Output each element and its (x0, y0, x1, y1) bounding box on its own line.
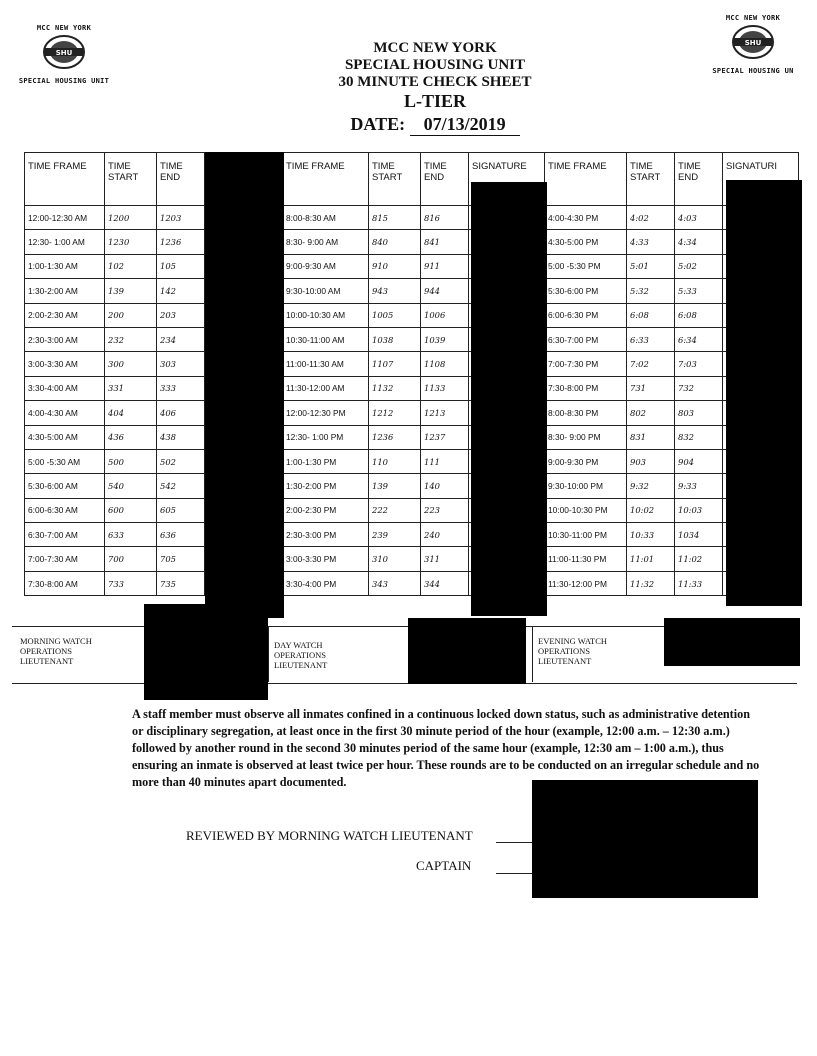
cell-time-end: 333 (157, 376, 205, 400)
table-header-row (25, 153, 799, 206)
table-row (25, 425, 799, 449)
cell-time-start: 9:32 (627, 474, 675, 498)
table-row (25, 327, 799, 351)
cell-time-end: 803 (675, 401, 723, 425)
cell-time-start: 815 (369, 206, 421, 230)
cell-time-frame: 8:30- 9:00 PM (545, 425, 627, 449)
cell-time-end: 438 (157, 425, 205, 449)
cell-time-end: 406 (157, 401, 205, 425)
logo-left-top-text: MCC NEW YORK (36, 24, 92, 32)
cell-time-start: 1107 (369, 352, 421, 376)
cell-time-frame: 3:30-4:00 PM (283, 571, 369, 595)
cell-time-frame: 11:30-12:00 AM (283, 376, 369, 400)
table-row (25, 571, 799, 595)
cell-time-start: 500 (105, 449, 157, 473)
review-morning-lieutenant-label: REVIEWED BY MORNING WATCH LIEUTENANT (186, 828, 473, 843)
date-label: DATE: (350, 114, 406, 134)
header-time-end: TIME END (675, 153, 723, 206)
cell-time-end: 6:34 (675, 327, 723, 351)
cell-time-start: 733 (105, 571, 157, 595)
cell-time-frame: 9:00-9:30 AM (283, 254, 369, 278)
cell-time-start: 1212 (369, 401, 421, 425)
svg-text:SHU: SHU (55, 49, 73, 57)
cell-time-start: 5:32 (627, 279, 675, 303)
cell-time-start: 110 (369, 449, 421, 473)
redaction-morning-watch (144, 604, 268, 700)
table-row (25, 401, 799, 425)
header-signature: SIGNATURE (469, 153, 545, 206)
redaction-review-signatures (532, 780, 758, 898)
cell-time-end: 732 (675, 376, 723, 400)
cell-time-end: 816 (421, 206, 469, 230)
cell-time-start: 6:33 (627, 327, 675, 351)
cell-time-start: 633 (105, 523, 157, 547)
header-time-frame: TIME FRAME (545, 153, 627, 206)
cell-time-frame: 12:30- 1:00 AM (25, 230, 105, 254)
cell-time-start: 331 (105, 376, 157, 400)
redaction-day-watch (408, 618, 526, 684)
watch-divider (268, 626, 269, 682)
cell-time-start: 1132 (369, 376, 421, 400)
cell-time-end: 4:03 (675, 206, 723, 230)
cell-time-start: 1200 (105, 206, 157, 230)
document-header (280, 40, 590, 136)
table-row (25, 206, 799, 230)
cell-time-end: 636 (157, 523, 205, 547)
cell-time-end: 1237 (421, 425, 469, 449)
cell-time-start: 7:02 (627, 352, 675, 376)
cell-time-start: 139 (369, 474, 421, 498)
header-line1: MCC NEW YORK (373, 40, 497, 56)
cell-time-frame: 7:30-8:00 AM (25, 571, 105, 595)
cell-time-start: 731 (627, 376, 675, 400)
evening-watch-label: EVENING WATCH OPERATIONS LIEUTENANT (538, 636, 608, 666)
header-line2: SPECIAL HOUSING UNIT (344, 57, 526, 73)
cell-time-frame: 7:00-7:30 PM (545, 352, 627, 376)
cell-time-end: 1236 (157, 230, 205, 254)
cell-time-frame: 3:00-3:30 AM (25, 352, 105, 376)
cell-time-frame: 12:00-12:30 PM (283, 401, 369, 425)
cell-time-start: 1230 (105, 230, 157, 254)
cell-time-end: 105 (157, 254, 205, 278)
cell-time-frame: 9:00-9:30 PM (545, 449, 627, 473)
cell-time-end: 4:34 (675, 230, 723, 254)
cell-time-frame: 5:00 -5:30 AM (25, 449, 105, 473)
review-captain-label: CAPTAIN (416, 858, 472, 873)
cell-time-start: 840 (369, 230, 421, 254)
cell-time-end: 904 (675, 449, 723, 473)
cell-time-frame: 10:00-10:30 PM (545, 498, 627, 522)
cell-time-start: 300 (105, 352, 157, 376)
cell-time-end: 11:02 (675, 547, 723, 571)
logo-right (703, 14, 803, 75)
table-row (25, 547, 799, 571)
cell-time-end: 5:02 (675, 254, 723, 278)
cell-time-frame: 6:30-7:00 PM (545, 327, 627, 351)
cell-time-frame: 6:00-6:30 PM (545, 303, 627, 327)
cell-time-frame: 10:00-10:30 AM (283, 303, 369, 327)
cell-time-frame: 9:30-10:00 PM (545, 474, 627, 498)
header-time-frame: TIME FRAME (25, 153, 105, 206)
watch-divider (532, 626, 533, 682)
cell-time-frame: 4:00-4:30 PM (545, 206, 627, 230)
date-line (280, 113, 590, 136)
cell-time-frame: 8:00-8:30 AM (283, 206, 369, 230)
cell-time-start: 903 (627, 449, 675, 473)
cell-time-frame: 2:00-2:30 PM (283, 498, 369, 522)
cell-time-end: 311 (421, 547, 469, 571)
cell-time-frame: 1:30-2:00 AM (25, 279, 105, 303)
header-time-frame: TIME FRAME (283, 153, 369, 206)
table-row (25, 449, 799, 473)
check-table (24, 152, 799, 596)
cell-time-end: 1108 (421, 352, 469, 376)
tier-title: L-TIER (403, 91, 466, 111)
cell-time-frame: 1:00-1:30 AM (25, 254, 105, 278)
cell-time-start: 4:33 (627, 230, 675, 254)
cell-time-end: 240 (421, 523, 469, 547)
cell-time-end: 1039 (421, 327, 469, 351)
cell-time-start: 404 (105, 401, 157, 425)
cell-time-start: 1236 (369, 425, 421, 449)
cell-time-start: 10:02 (627, 498, 675, 522)
cell-time-end: 832 (675, 425, 723, 449)
cell-time-start: 222 (369, 498, 421, 522)
cell-time-frame: 4:30-5:00 PM (545, 230, 627, 254)
cell-time-frame: 1:00-1:30 PM (283, 449, 369, 473)
cell-time-end: 542 (157, 474, 205, 498)
cell-time-start: 1038 (369, 327, 421, 351)
cell-time-frame: 11:00-11:30 PM (545, 547, 627, 571)
cell-time-frame: 12:30- 1:00 PM (283, 425, 369, 449)
cell-time-start: 910 (369, 254, 421, 278)
cell-time-end: 911 (421, 254, 469, 278)
cell-time-frame: 7:30-8:00 PM (545, 376, 627, 400)
cell-time-start: 831 (627, 425, 675, 449)
cell-time-end: 1213 (421, 401, 469, 425)
cell-time-start: 11:01 (627, 547, 675, 571)
cell-time-end: 7:03 (675, 352, 723, 376)
cell-time-frame: 3:00-3:30 PM (283, 547, 369, 571)
cell-time-start: 600 (105, 498, 157, 522)
cell-time-frame: 6:30-7:00 AM (25, 523, 105, 547)
policy-paragraph: A staff member must observe all inmates confined in a continuous locked down status, such as administrative detention or disciplinary segregation, at least once in the first 30 minute period of the hour (example, 12:00 a.m. – 12:30 a.m.) followed by another round in the second 30 minutes period of the same hour (example, 12:30 am – 1:00 a.m.), thus ensuring an inmate is observed at least twice per hour. These rounds are to be conducted on an irregular schedule and no more than 40 minutes apart documented. (132, 707, 760, 789)
morning-watch-label: MORNING WATCH OPERATIONS LIEUTENANT (20, 636, 92, 666)
header-time-end: TIME END (157, 153, 205, 206)
redaction-evening-watch (664, 618, 800, 666)
cell-time-frame: 10:30-11:00 PM (545, 523, 627, 547)
cell-time-frame: 10:30-11:00 AM (283, 327, 369, 351)
cell-time-end: 944 (421, 279, 469, 303)
cell-time-end: 1133 (421, 376, 469, 400)
cell-time-frame: 3:30-4:00 AM (25, 376, 105, 400)
cell-time-start: 239 (369, 523, 421, 547)
header-time-start: TIME START (627, 153, 675, 206)
cell-time-start: 139 (105, 279, 157, 303)
cell-time-end: 1203 (157, 206, 205, 230)
cell-time-start: 540 (105, 474, 157, 498)
redaction-signature-col1 (205, 152, 284, 618)
header-time-start: TIME START (369, 153, 421, 206)
shu-seal-icon (41, 34, 87, 70)
morning-watch-box (12, 626, 142, 682)
cell-time-start: 943 (369, 279, 421, 303)
cell-time-end: 605 (157, 498, 205, 522)
cell-time-end: 234 (157, 327, 205, 351)
cell-time-frame: 8:30- 9:00 AM (283, 230, 369, 254)
cell-time-frame: 11:00-11:30 AM (283, 352, 369, 376)
date-value: 07/13/2019 (410, 113, 520, 136)
cell-time-frame: 5:30-6:00 PM (545, 279, 627, 303)
cell-time-start: 10:33 (627, 523, 675, 547)
cell-time-start: 700 (105, 547, 157, 571)
cell-time-start: 11:32 (627, 571, 675, 595)
cell-time-end: 203 (157, 303, 205, 327)
cell-time-start: 232 (105, 327, 157, 351)
cell-time-frame: 4:30-5:00 AM (25, 425, 105, 449)
cell-time-start: 1005 (369, 303, 421, 327)
logo-right-top-text: MCC NEW YORK (725, 14, 781, 22)
header-time-end: TIME END (421, 153, 469, 206)
header-line3: 30 MINUTE CHECK SHEET (338, 74, 532, 90)
table-row (25, 498, 799, 522)
cell-time-end: 5:33 (675, 279, 723, 303)
cell-time-start: 436 (105, 425, 157, 449)
day-watch-label: DAY WATCH OPERATIONS LIEUTENANT (274, 640, 328, 670)
cell-time-frame: 5:00 -5:30 PM (545, 254, 627, 278)
cell-time-end: 344 (421, 571, 469, 595)
table-row (25, 303, 799, 327)
cell-time-start: 6:08 (627, 303, 675, 327)
cell-time-end: 9:33 (675, 474, 723, 498)
table-row (25, 523, 799, 547)
cell-time-frame: 2:00-2:30 AM (25, 303, 105, 327)
cell-time-frame: 9:30-10:00 AM (283, 279, 369, 303)
cell-time-frame: 1:30-2:00 PM (283, 474, 369, 498)
cell-time-end: 111 (421, 449, 469, 473)
header-time-start: TIME START (105, 153, 157, 206)
table-row (25, 254, 799, 278)
evening-watch-box (532, 626, 662, 682)
cell-time-start: 802 (627, 401, 675, 425)
cell-time-frame: 11:30-12:00 PM (545, 571, 627, 595)
cell-time-end: 223 (421, 498, 469, 522)
cell-time-end: 705 (157, 547, 205, 571)
cell-time-end: 10:03 (675, 498, 723, 522)
table-row (25, 230, 799, 254)
cell-time-end: 1006 (421, 303, 469, 327)
table-row (25, 279, 799, 303)
table-row (25, 474, 799, 498)
cell-time-frame: 5:30-6:00 AM (25, 474, 105, 498)
cell-time-end: 735 (157, 571, 205, 595)
cell-time-start: 310 (369, 547, 421, 571)
cell-time-frame: 4:00-4:30 AM (25, 401, 105, 425)
logo-right-bottom-text: SPECIAL HOUSING UN (712, 67, 794, 75)
shu-seal-icon (730, 24, 776, 60)
cell-time-end: 142 (157, 279, 205, 303)
cell-time-end: 841 (421, 230, 469, 254)
cell-time-start: 102 (105, 254, 157, 278)
cell-time-frame: 12:00-12:30 AM (25, 206, 105, 230)
table-row (25, 352, 799, 376)
cell-time-start: 200 (105, 303, 157, 327)
cell-time-frame: 8:00-8:30 PM (545, 401, 627, 425)
svg-text:SHU: SHU (744, 39, 762, 47)
cell-time-end: 6:08 (675, 303, 723, 327)
cell-time-start: 343 (369, 571, 421, 595)
cell-time-start: 5:01 (627, 254, 675, 278)
cell-time-frame: 2:30-3:00 AM (25, 327, 105, 351)
cell-time-end: 1034 (675, 523, 723, 547)
cell-time-end: 502 (157, 449, 205, 473)
cell-time-end: 140 (421, 474, 469, 498)
cell-time-end: 11:33 (675, 571, 723, 595)
day-watch-box (268, 626, 408, 682)
redaction-signature-col2 (471, 182, 547, 616)
cell-time-start: 4:02 (627, 206, 675, 230)
cell-time-frame: 7:00-7:30 AM (25, 547, 105, 571)
redaction-signature-col3 (726, 180, 802, 606)
header-signature: SIGNATURI (723, 153, 799, 206)
cell-time-frame: 6:00-6:30 AM (25, 498, 105, 522)
logo-left-bottom-text: SPECIAL HOUSING UNIT (18, 77, 110, 85)
table-row (25, 376, 799, 400)
logo-left (14, 24, 114, 85)
cell-time-frame: 2:30-3:00 PM (283, 523, 369, 547)
cell-time-end: 303 (157, 352, 205, 376)
